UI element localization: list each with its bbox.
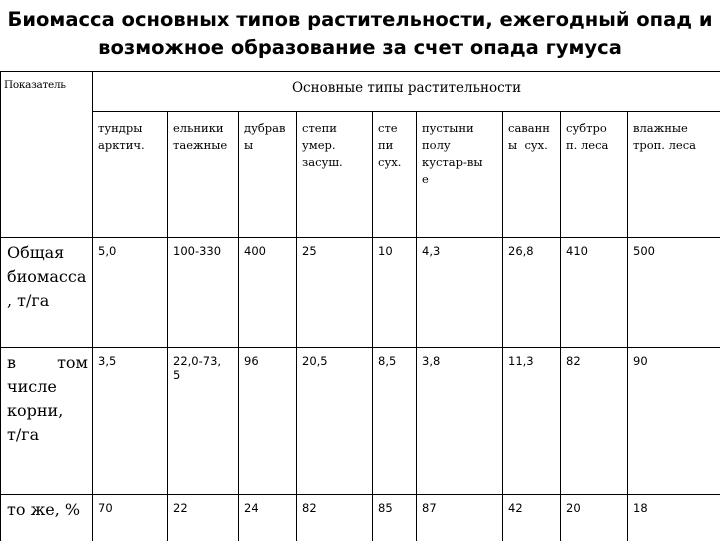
vegetation-biomass-table bbox=[0, 71, 720, 541]
table-cell: 5,0 bbox=[93, 238, 168, 348]
page-title bbox=[0, 6, 720, 62]
table-cell: 82 bbox=[561, 348, 628, 495]
corner-label: Показатель bbox=[4, 79, 66, 91]
title-line-2: возможное образование за счет опада гумуса bbox=[0, 34, 720, 62]
table-cell: 3,5 bbox=[93, 348, 168, 495]
table-cell: 90 bbox=[628, 348, 720, 495]
table-cell: 85 bbox=[373, 495, 417, 541]
row-label-roots: в том числе корни, т/га bbox=[1, 348, 93, 495]
col-header-spruce: ельники таежные bbox=[168, 112, 239, 238]
table-cell: 70 bbox=[93, 495, 168, 541]
table-cell: 100-330 bbox=[168, 238, 239, 348]
table-cell: 24 bbox=[239, 495, 297, 541]
table-cell: 25 bbox=[297, 238, 373, 348]
table-cell: 22,0-73, 5 bbox=[168, 348, 239, 495]
table-cell: 20 bbox=[561, 495, 628, 541]
row-label-roots-percent: то же, % bbox=[1, 495, 93, 541]
table-cell: 42 bbox=[503, 495, 561, 541]
table-cell: 96 bbox=[239, 348, 297, 495]
table-cell: 10 bbox=[373, 238, 417, 348]
col-header-oak: дубрав ы bbox=[239, 112, 297, 238]
col-header-tropical: влажные троп. леса bbox=[628, 112, 720, 238]
table-cell: 8,5 bbox=[373, 348, 417, 495]
col-header-tundra: тундры арктич. bbox=[93, 112, 168, 238]
col-header-steppe-dry: сте пи сух. bbox=[373, 112, 417, 238]
table-cell: 26,8 bbox=[503, 238, 561, 348]
corner-header-cell bbox=[1, 72, 93, 238]
row-label-total-biomass: Общая биомасса , т/га bbox=[1, 238, 93, 348]
table-cell: 4,3 bbox=[417, 238, 503, 348]
title-line-1: Биомасса основных типов растительности, ежегодный опад и bbox=[0, 6, 720, 34]
group-header: Основные типы растительности bbox=[292, 80, 521, 96]
table-cell: 3,8 bbox=[417, 348, 503, 495]
table-cell: 87 bbox=[417, 495, 503, 541]
table-cell: 20,5 bbox=[297, 348, 373, 495]
col-header-subtropical: субтро п. леса bbox=[561, 112, 628, 238]
table-cell: 500 bbox=[628, 238, 720, 348]
table-cell: 82 bbox=[297, 495, 373, 541]
col-header-steppe-temperate: степи умер. засуш. bbox=[297, 112, 373, 238]
table-cell: 18 bbox=[628, 495, 720, 541]
table-cell: 410 bbox=[561, 238, 628, 348]
col-header-savanna: саванн ы сух. bbox=[503, 112, 561, 238]
table-cell: 400 bbox=[239, 238, 297, 348]
table-cell: 11,3 bbox=[503, 348, 561, 495]
col-header-semidesert: пустыни полу кустар-вы е bbox=[417, 112, 503, 238]
table-cell: 22 bbox=[168, 495, 239, 541]
group-header-cell bbox=[93, 72, 720, 112]
